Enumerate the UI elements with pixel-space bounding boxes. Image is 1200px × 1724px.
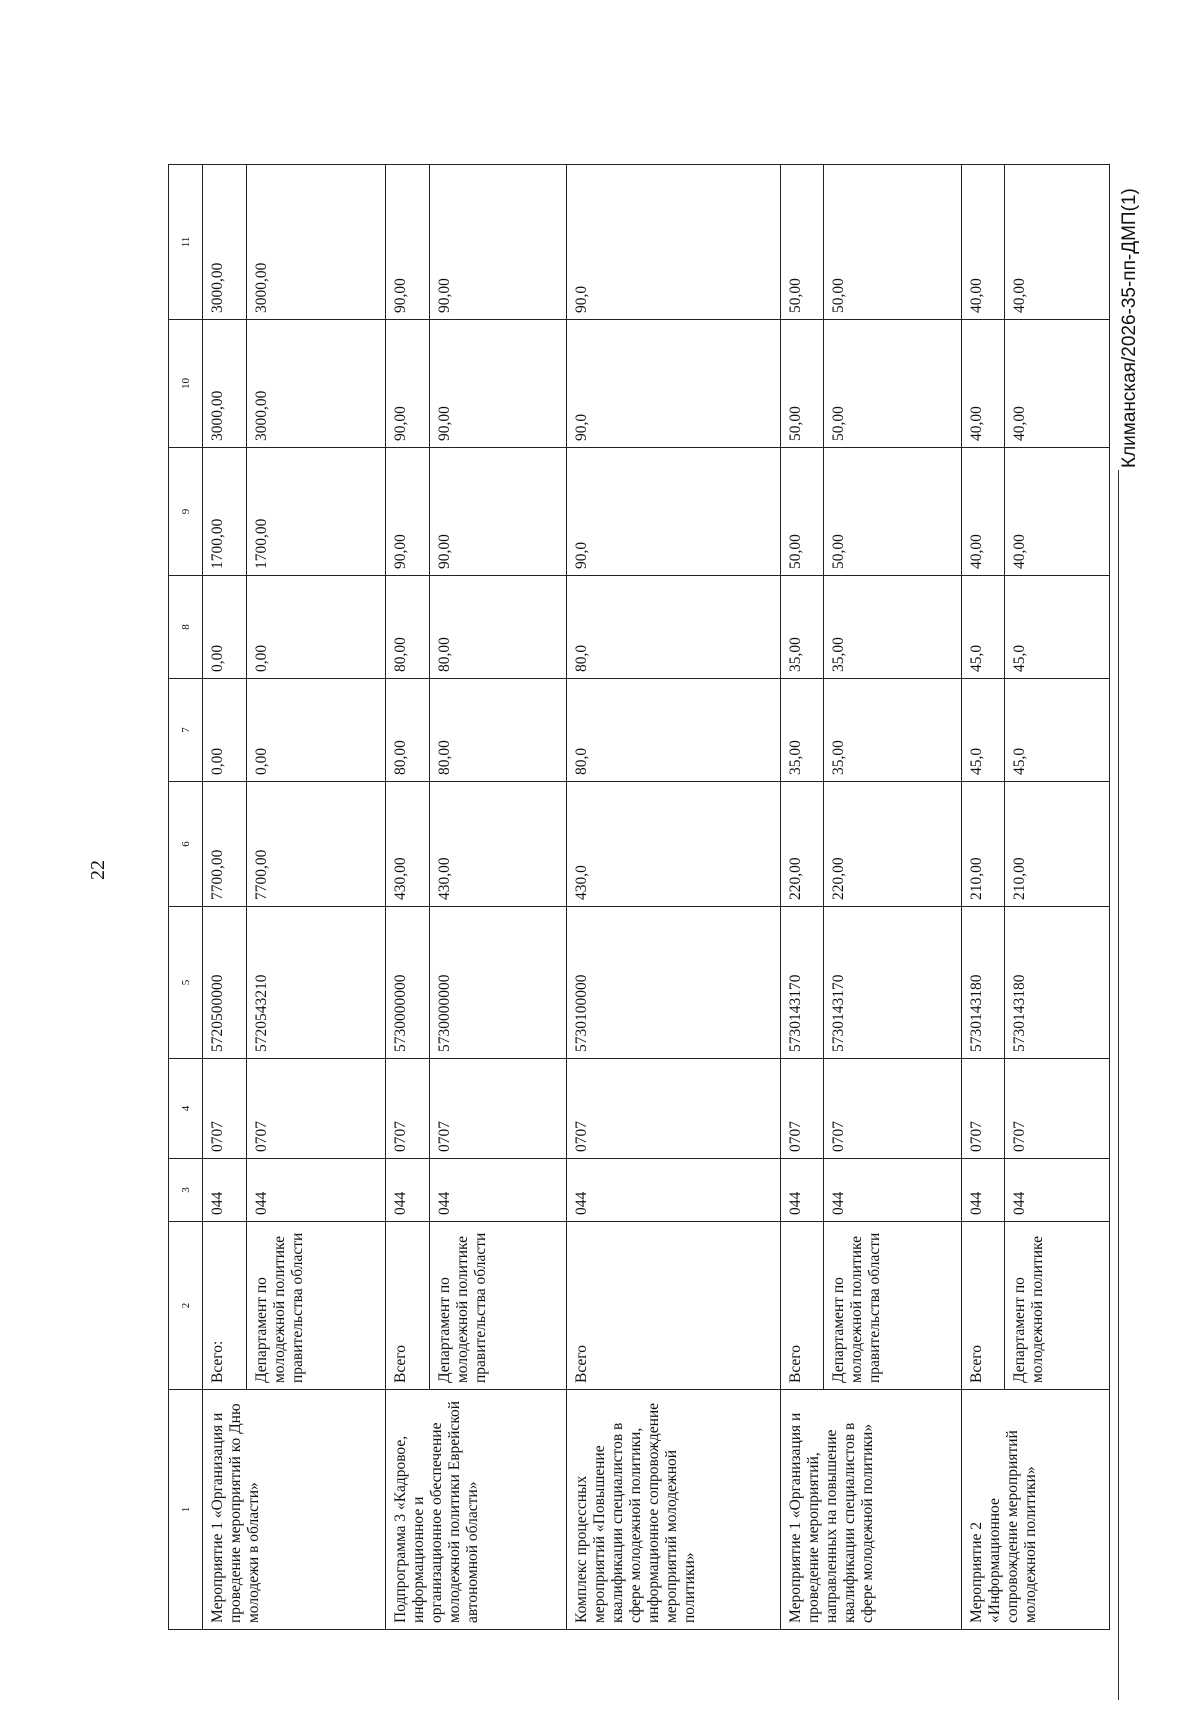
activity-name-cell: Мероприятие 1 «Организация и проведение мероприятий, направленных на повышение квалификации специалистов в сфере молодежной политики» (780, 1390, 961, 1630)
cell: 0707 (386, 1059, 430, 1159)
cell: 044 (824, 1159, 961, 1222)
column-header: 4 (169, 1059, 203, 1159)
cell: 35,00 (824, 576, 961, 679)
cell: 044 (429, 1159, 566, 1222)
cell: 35,00 (824, 679, 961, 782)
activity-name-cell: Мероприятие 2 «Информационное сопровождение мероприятий молодежной политики» (961, 1390, 1109, 1630)
cell: 1700,00 (246, 448, 386, 576)
cell: 45,0 (1005, 576, 1110, 679)
cell: 90,00 (386, 448, 430, 576)
page-number: 22 (87, 860, 109, 880)
column-header: 7 (169, 679, 203, 782)
cell: 40,00 (1005, 165, 1110, 320)
column-header: 1 (169, 1390, 203, 1630)
cell: 80,0 (567, 679, 781, 782)
cell: 044 (567, 1159, 781, 1222)
cell: 430,00 (386, 782, 430, 907)
cell: 5730143170 (824, 907, 961, 1059)
cell: 1700,00 (203, 448, 247, 576)
column-header: 5 (169, 907, 203, 1059)
cell: 5730143170 (780, 907, 824, 1059)
cell: 044 (780, 1159, 824, 1222)
cell: 80,00 (386, 679, 430, 782)
cell: 50,00 (780, 165, 824, 320)
column-header: 11 (169, 165, 203, 320)
cell: 3000,00 (246, 320, 386, 448)
cell: Департамент по молодежной политике правительства области (246, 1222, 386, 1390)
cell: 430,00 (429, 782, 566, 907)
cell: 45,0 (961, 576, 1005, 679)
cell: 044 (386, 1159, 430, 1222)
cell: 0,00 (246, 679, 386, 782)
cell: 7700,00 (203, 782, 247, 907)
cell: Департамент по молодежной политике правительства области (429, 1222, 566, 1390)
activity-name-cell: Комплекс процессных мероприятий «Повышение квалификации специалистов в сфере молодежной политики, информационное сопровождение мероприятий молодежной политики» (567, 1390, 781, 1630)
cell: 50,00 (824, 320, 961, 448)
cell: 80,00 (386, 576, 430, 679)
cell: 90,00 (429, 448, 566, 576)
cell: Департамент по молодежной политике правительства области (824, 1222, 961, 1390)
cell: 40,00 (1005, 448, 1110, 576)
budget-table (168, 164, 1110, 1630)
cell: Всего: (203, 1222, 247, 1390)
table-row (780, 165, 824, 1630)
cell: 50,00 (824, 165, 961, 320)
cell: 80,00 (429, 576, 566, 679)
cell: 5730000000 (429, 907, 566, 1059)
cell: 90,0 (567, 165, 781, 320)
rotated-table-container (168, 165, 1110, 1630)
activity-name-cell: Мероприятие 1 «Организация и проведение мероприятий ко Дню молодежи в области» (203, 1390, 386, 1630)
cell: 220,00 (780, 782, 824, 907)
cell: 5720543210 (246, 907, 386, 1059)
cell: 45,0 (1005, 679, 1110, 782)
cell: 044 (246, 1159, 386, 1222)
table-row (203, 165, 247, 1630)
activity-name-cell: Подпрограмма 3 «Кадровое, информационное и организационное обеспечение молодежной политики Еврейской автономной области» (386, 1390, 567, 1630)
cell: 5730143180 (961, 907, 1005, 1059)
cell: 210,00 (961, 782, 1005, 907)
column-header: 6 (169, 782, 203, 907)
cell: 40,00 (961, 165, 1005, 320)
cell: 044 (961, 1159, 1005, 1222)
cell: 5730143180 (1005, 907, 1110, 1059)
cell: 3000,00 (246, 165, 386, 320)
cell: 0707 (246, 1059, 386, 1159)
cell: 044 (1005, 1159, 1110, 1222)
cell: 0707 (429, 1059, 566, 1159)
cell: 90,00 (429, 165, 566, 320)
cell: 044 (203, 1159, 247, 1222)
cell: 3000,00 (203, 320, 247, 448)
cell: 40,00 (961, 320, 1005, 448)
cell: 0707 (567, 1059, 781, 1159)
cell: 90,0 (567, 448, 781, 576)
table-row (961, 165, 1005, 1630)
cell: 0707 (824, 1059, 961, 1159)
cell: Департамент по молодежной политике (1005, 1222, 1110, 1390)
column-header: 3 (169, 1159, 203, 1222)
cell: 5730000000 (386, 907, 430, 1059)
cell: 50,00 (780, 448, 824, 576)
cell: 80,00 (429, 679, 566, 782)
cell: 90,00 (429, 320, 566, 448)
cell: 40,00 (961, 448, 1005, 576)
cell: 210,00 (1005, 782, 1110, 907)
cell: 45,0 (961, 679, 1005, 782)
cell: 40,00 (1005, 320, 1110, 448)
cell: 430,0 (567, 782, 781, 907)
cell: Всего (961, 1222, 1005, 1390)
table-header-row (169, 165, 203, 1630)
cell: 35,00 (780, 679, 824, 782)
column-header: 8 (169, 576, 203, 679)
cell: 80,0 (567, 576, 781, 679)
cell: 0707 (961, 1059, 1005, 1159)
cell: 0,00 (203, 679, 247, 782)
cell: 220,00 (824, 782, 961, 907)
document-footer-tag: Климанская/2026-35-пп-ДМП(1) (1119, 188, 1140, 468)
table-row (567, 165, 781, 1630)
cell: 3000,00 (203, 165, 247, 320)
cell: 50,00 (824, 448, 961, 576)
table-row (386, 165, 430, 1630)
cell: 50,00 (780, 320, 824, 448)
cell: Всего (780, 1222, 824, 1390)
cell: 90,0 (567, 320, 781, 448)
column-header: 2 (169, 1222, 203, 1390)
cell: Всего (567, 1222, 781, 1390)
column-header: 10 (169, 320, 203, 448)
cell: 0707 (203, 1059, 247, 1159)
column-header: 9 (169, 448, 203, 576)
footer-rule (1118, 470, 1119, 1700)
cell: 0,00 (203, 576, 247, 679)
cell: 0707 (780, 1059, 824, 1159)
cell: 5730100000 (567, 907, 781, 1059)
cell: 90,00 (386, 165, 430, 320)
cell: 7700,00 (246, 782, 386, 907)
cell: 35,00 (780, 576, 824, 679)
cell: 90,00 (386, 320, 430, 448)
cell: 0707 (1005, 1059, 1110, 1159)
cell: 5720500000 (203, 907, 247, 1059)
cell: 0,00 (246, 576, 386, 679)
cell: Всего (386, 1222, 430, 1390)
